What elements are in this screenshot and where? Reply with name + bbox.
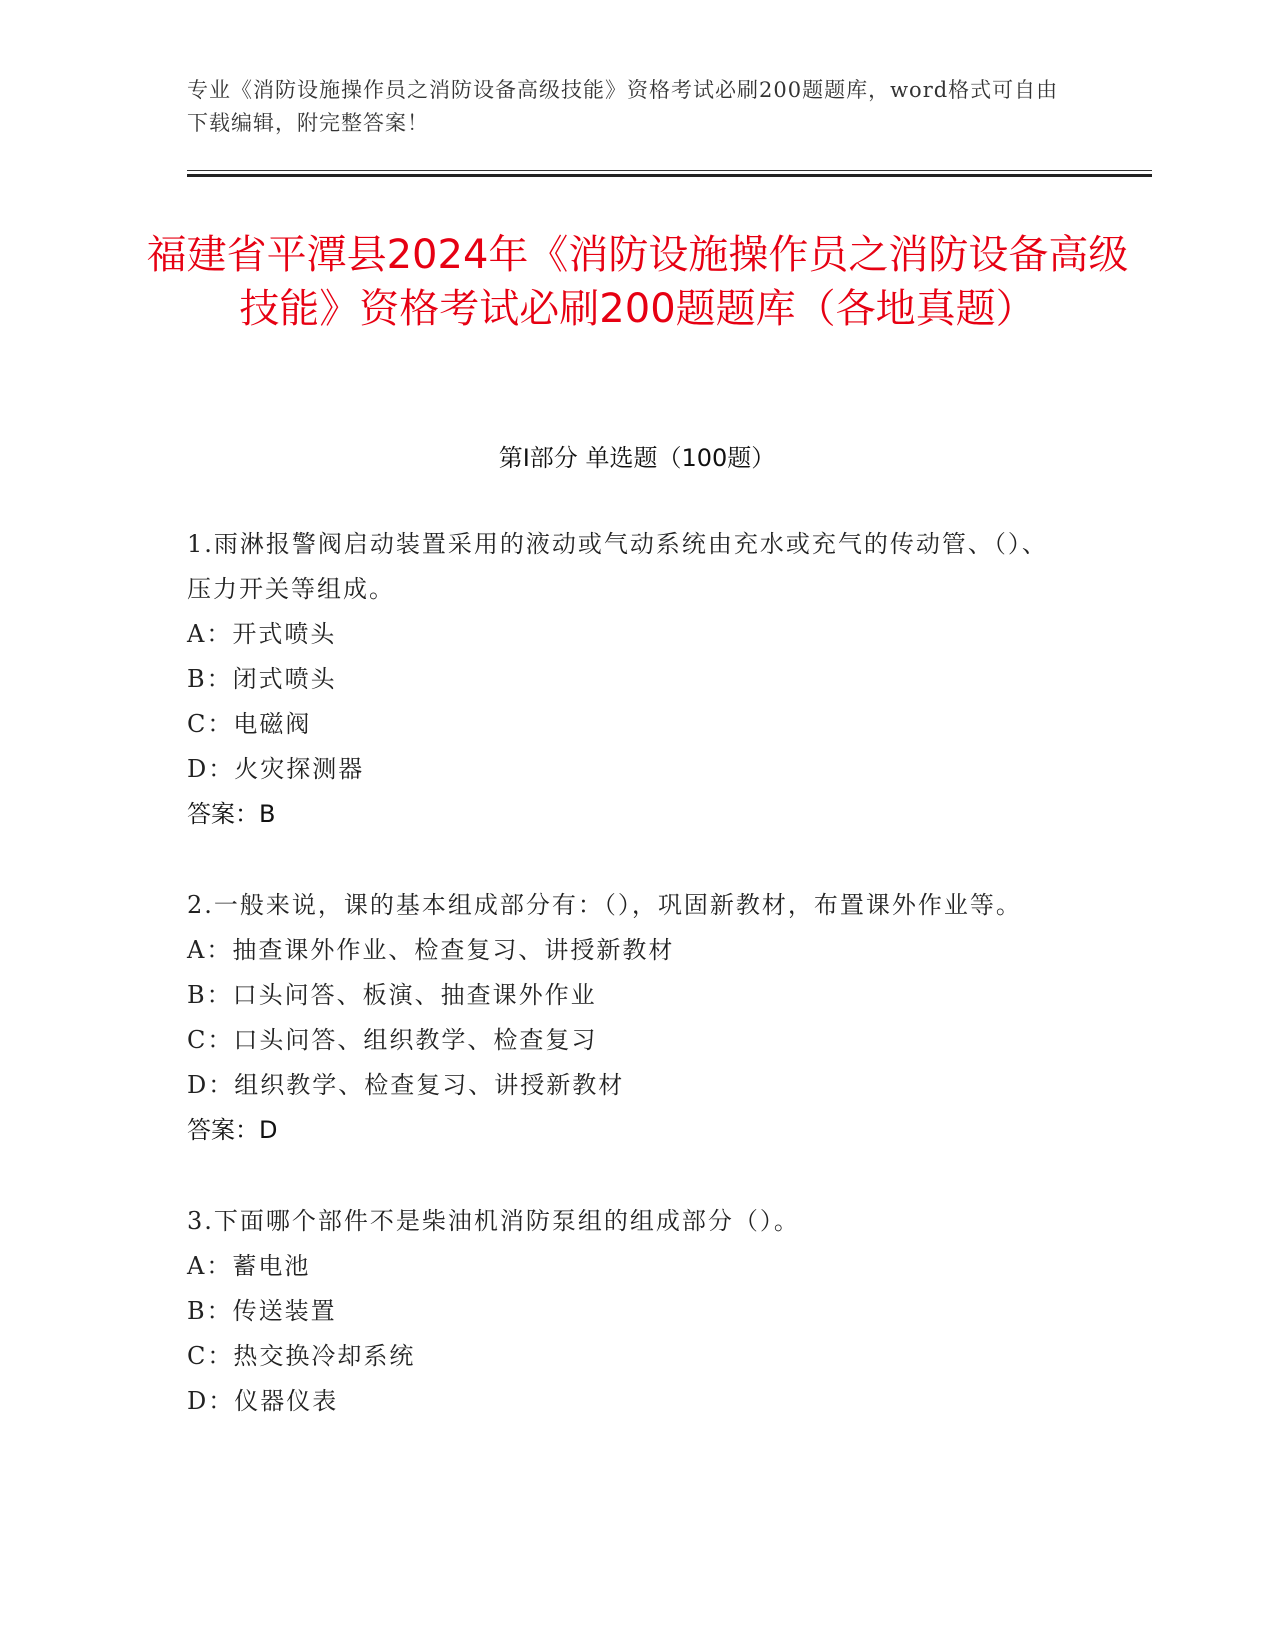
option-c: C：口头问答、组织教学、检查复习 xyxy=(187,1026,598,1054)
question-2 xyxy=(187,883,1067,1153)
answer: 答案：B xyxy=(187,800,276,828)
question-stem: 2.一般来说，课的基本组成部分有：（），巩固新教材，布置课外作业等。 xyxy=(187,891,1022,919)
question-stem: 3.下面哪个部件不是柴油机消防泵组的组成部分（）。 xyxy=(187,1207,800,1235)
question-stem: 1.雨淋报警阀启动装置采用的液动或气动系统由充水或充气的传动管、（）、压力开关等组成。 xyxy=(187,530,1048,603)
question-list xyxy=(187,522,1067,1470)
header-note: 专业《消防设施操作员之消防设备高级技能》资格考试必刷200题题库，word格式可自由下载编辑，附完整答案！ xyxy=(187,78,1059,135)
section-title: 第Ⅰ部分 单选题（100题） xyxy=(498,444,776,472)
header-divider-thin xyxy=(187,170,1152,171)
option-d: D：仪器仪表 xyxy=(187,1387,339,1415)
document-title: 福建省平潭县2024年《消防设施操作员之消防设备高级技能》资格考试必刷200题题库（各地真题） xyxy=(146,232,1129,332)
option-b: B：传送装置 xyxy=(187,1297,337,1325)
question-3 xyxy=(187,1199,1067,1424)
option-c: C：热交换冷却系统 xyxy=(187,1342,416,1370)
question-1 xyxy=(187,522,1067,837)
option-a: A：开式喷头 xyxy=(187,620,337,648)
option-b: B：闭式喷头 xyxy=(187,665,337,693)
option-a: A：抽查课外作业、检查复习、讲授新教材 xyxy=(187,936,675,964)
option-b: B：口头问答、板演、抽查课外作业 xyxy=(187,981,597,1009)
answer: 答案：D xyxy=(187,1116,278,1144)
header-divider-thick xyxy=(187,174,1152,177)
option-d: D：组织教学、检查复习、讲授新教材 xyxy=(187,1071,625,1099)
option-d: D：火灾探测器 xyxy=(187,755,365,783)
option-a: A：蓄电池 xyxy=(187,1252,311,1280)
option-c: C：电磁阀 xyxy=(187,710,312,738)
